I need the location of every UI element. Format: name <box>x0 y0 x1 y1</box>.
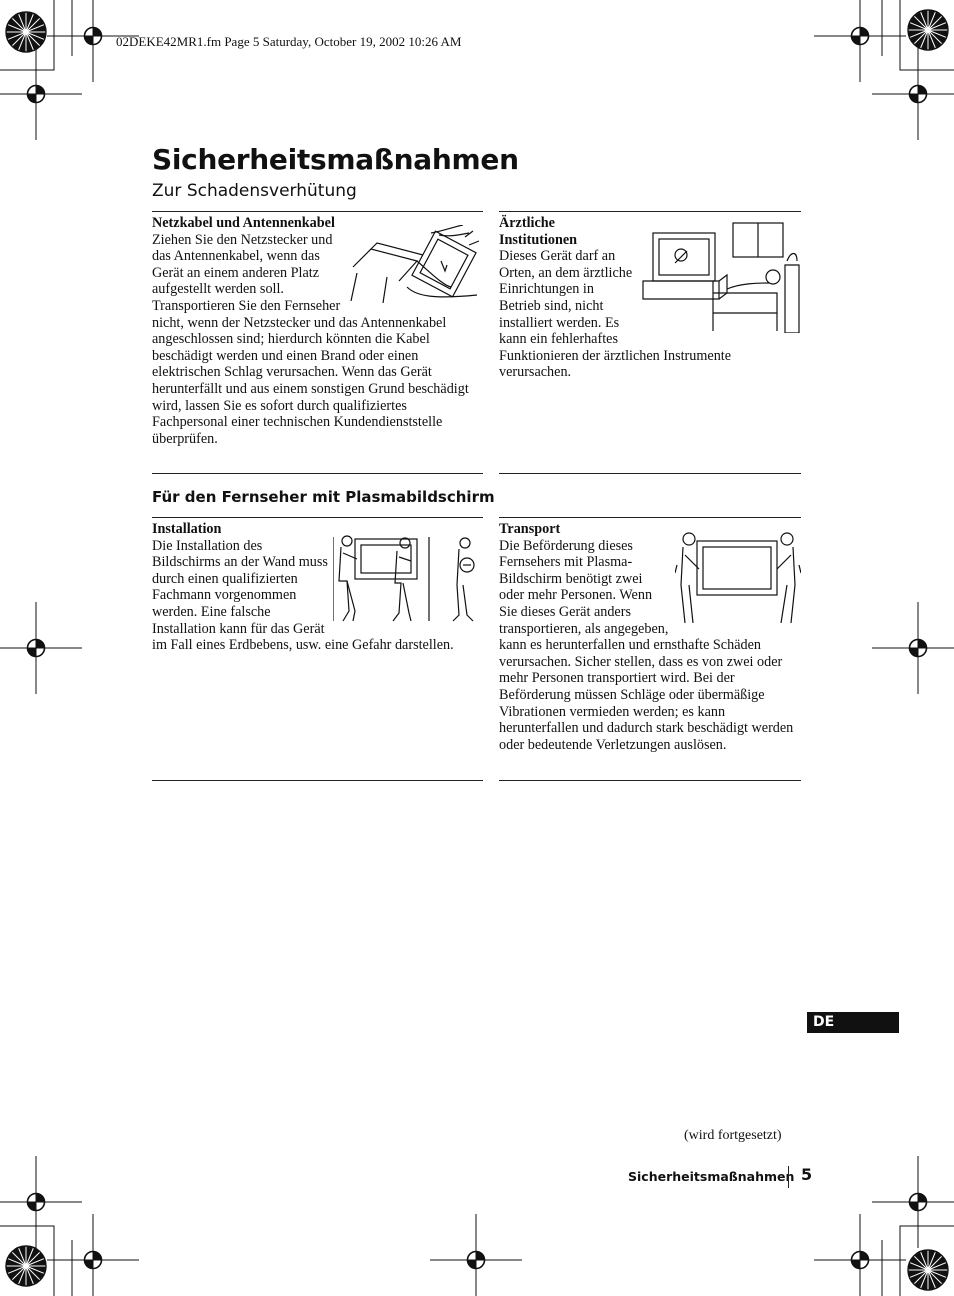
divider <box>499 473 801 474</box>
footer-divider <box>788 1166 789 1188</box>
divider <box>152 211 483 212</box>
block-text: Die Beförderung dieses Fernsehers mit Plasma-Bildschirm benötigt zwei oder mehr Personen. Wenn Sie dieses Gerät anders transportieren, als angegeben, kann es herunterfallen und ernsthafte Schäden verursachen. Sicher stellen, dass es von zwei oder mehr Personen transportiert wird. Bei der Beförderung müssen Schläge oder übermäßige Vibrationen vermieden werden; es kann herunterfallen und dadurch stark beschädigt werden oder bedeutende Verletzungen auslösen. <box>499 537 794 753</box>
section-heading-plasma-tv: Für den Fernseher mit Plasmabildschirm <box>152 488 495 506</box>
block-power-cable <box>152 215 483 447</box>
page-title: Sicherheitsmaßnahmen <box>152 143 519 176</box>
block-installation <box>152 521 483 654</box>
divider <box>499 517 801 518</box>
footer-section-label: Sicherheitsmaßnahmen <box>628 1169 795 1184</box>
divider <box>499 211 801 212</box>
wall-installation-illustration <box>333 531 483 623</box>
divider <box>152 473 483 474</box>
block-text: Die Installation des Bildschirms an der Wand muss durch einen qualifizierten Fachmann vorgenommen werden. Eine falsche Installation kann für das Gerät im Fall eines Erdbebens, usw. eine Gefahr darstellen. <box>152 537 454 654</box>
block-heading: Ärztliche Institutionen <box>499 215 578 248</box>
tv-tipping-illustration <box>347 225 483 303</box>
block-heading: Transport <box>499 521 561 537</box>
block-transport <box>499 521 801 753</box>
language-tab: DE <box>807 1012 899 1033</box>
hospital-illustration <box>641 221 801 333</box>
block-heading: Installation <box>152 521 222 537</box>
block-medical-institutions <box>499 215 801 381</box>
block-heading: Netzkabel und Antennenkabel <box>152 215 335 231</box>
block-text: Dieses Gerät darf an Orten, an dem ärztliche Einrichtungen in Betrieb sind, nicht installiert werden. Es kann ein fehlerhaftes Funktionieren der ärztlichen Instrumente verursachen. <box>499 248 732 381</box>
file-info-line: 02DEKE42MR1.fm Page 5 Saturday, October 19, 2002 10:26 AM <box>116 34 462 49</box>
block-text: Ziehen Sie den Netzstecker und das Antennenkabel, wenn das Gerät an einem anderen Platz aufgestellt werden soll. Transportieren Sie den Fernseher nicht, wenn der Netzstecker und das Antennenkabel angeschlossen sind; hierdurch könnten die Kabel beschädigt werden und einen Brand oder einen elektrischen Schlag verursachen. Wenn das Gerät herunterfällt und aus einem sonstigen Grund beschädigt wird, lassen Sie es sofort durch qualifiziertes Fachpersonal einer technischen Kundendienststelle überprüfen. <box>152 231 469 447</box>
two-people-carrying-tv-illustration <box>675 529 801 623</box>
section-heading-damage-prevention: Zur Schadensverhütung <box>152 181 357 201</box>
divider <box>152 780 483 781</box>
divider <box>152 517 483 518</box>
page-number: 5 <box>801 1165 813 1184</box>
continued-note: (wird fortgesetzt) <box>684 1128 782 1143</box>
divider <box>499 780 801 781</box>
